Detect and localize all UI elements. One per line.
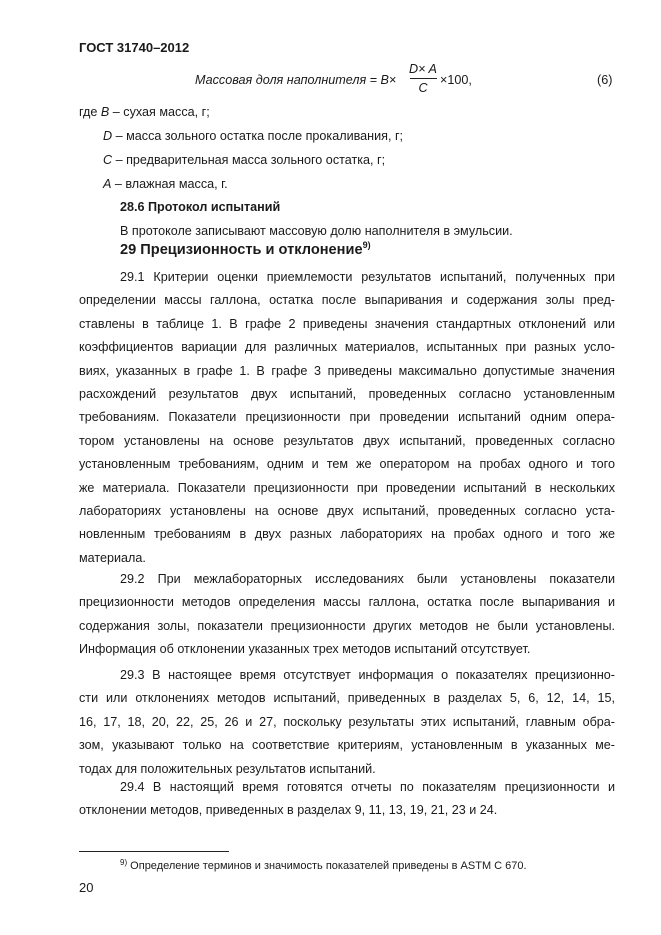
formula-denominator: C bbox=[418, 81, 428, 95]
text-line: прецизионности методов определения массы галлона, остатка после выпаривания и bbox=[79, 595, 615, 610]
document-header: ГОСТ 31740–2012 bbox=[79, 40, 190, 55]
text-line: материала. bbox=[79, 550, 146, 565]
text-line: виях, указанных в графе 1. В графе 3 приведены максимально допустимые значения bbox=[79, 363, 615, 378]
paragraph-29-1 bbox=[79, 266, 615, 570]
footnote bbox=[120, 860, 527, 872]
text-line: установленным требованиям, одним и тем же оператором на пробах одного и того bbox=[79, 457, 615, 472]
section-29-heading: 29 Прецизионность и отклонение$^{9)}$ bbox=[120, 240, 371, 258]
definition-c: C – предварительная масса зольного остатка, г; bbox=[103, 153, 386, 167]
text-line: тодах для положительных результатов испытаний. bbox=[79, 761, 376, 776]
text-line: коэффициентов вариации для различных материалов, испытанных при разных усло- bbox=[79, 340, 615, 355]
definition-a: A – влажная масса, г. bbox=[103, 177, 228, 191]
text-line: ставлены в таблице 1. В графе 2 приведены значения стандартных отклонений или bbox=[79, 316, 615, 331]
paragraph-29-4 bbox=[79, 776, 615, 823]
text-line: сти или отклонениях методов испытаний, приведенных в разделах 5, 6, 12, 14, 15, bbox=[79, 691, 615, 706]
text-line: новленным требованиям в двух разных лабораториях на пробах одного и того же bbox=[79, 527, 615, 542]
text-line: тором установлены на основе результатов двух испытаний, проведенных согласно bbox=[79, 433, 615, 448]
text-line: содержания золы, показатели прецизионности других методов не были установлены. bbox=[79, 618, 615, 633]
text-line: определении массы галлона, остатка после выпаривания и содержания золы пред- bbox=[79, 293, 615, 308]
definition-b: где B – сухая масса, г; bbox=[79, 105, 210, 119]
formula-number: (6) bbox=[597, 73, 613, 87]
section-28-6-text: В протоколе записывают массовую долю наполнителя в эмульсии. bbox=[120, 224, 513, 238]
formula-6 bbox=[195, 62, 615, 102]
text-line: зом, указывают только на соответствие критериям, установленным в указанных ме- bbox=[79, 738, 615, 753]
footnote-ref: 9) bbox=[362, 240, 371, 250]
formula-tail: ×100, bbox=[440, 73, 472, 87]
footnote-divider bbox=[79, 851, 229, 852]
footnote-mark: 9) bbox=[120, 858, 128, 867]
text-line: 29.4 В настоящий время готовятся отчеты по показателям прецизионности и bbox=[120, 780, 615, 794]
variable-definitions bbox=[79, 100, 619, 196]
text-line: 29.2 При межлабораторных исследованиях были установлены показатели bbox=[120, 572, 615, 586]
definition-d: D – масса зольного остатка после прокаливания, г; bbox=[103, 129, 404, 143]
formula-label: Массовая доля наполнителя = B× bbox=[195, 73, 397, 87]
text-line: же материала. Показатели прецизионности при проведении испытаний в нескольких bbox=[79, 480, 615, 495]
paragraph-29-2 bbox=[79, 568, 615, 662]
paragraph-29-3 bbox=[79, 664, 615, 781]
fraction-bar bbox=[410, 78, 437, 79]
text-line: лабораториях установлены на основе двух испытаний, проведенных согласно уста- bbox=[79, 503, 615, 518]
text-line: отклонении методов, приведенных в разделах 9, 11, 13, 19, 21, 23 и 24. bbox=[79, 803, 498, 818]
page-number: 20 bbox=[79, 880, 94, 895]
text-line: расхождений результатов двух испытаний, проведенных согласно установленным bbox=[79, 386, 615, 401]
text-line: требованиям. Показатели прецизионности при проведении испытаний одним опера- bbox=[79, 410, 615, 425]
text-line: 29.3 В настоящее время отсутствует информация о показателях прецизионно- bbox=[120, 668, 615, 682]
footnote-text: Определение терминов и значимость показателей приведены в ASTM C 670. bbox=[127, 860, 527, 872]
text-line: Информация об отклонении указанных трех методов испытаний отсутствует. bbox=[79, 642, 531, 657]
text-line: 29.1 Критерии оценки приемлемости результатов испытаний, полученных при bbox=[120, 270, 615, 284]
text-line: 16, 17, 18, 20, 22, 25, 26 и 27, поскольку результаты этих испытаний, главным обра- bbox=[79, 714, 615, 729]
section-28-6-heading: 28.6 Протокол испытаний bbox=[120, 200, 281, 214]
formula-numerator: D× A bbox=[409, 62, 437, 76]
